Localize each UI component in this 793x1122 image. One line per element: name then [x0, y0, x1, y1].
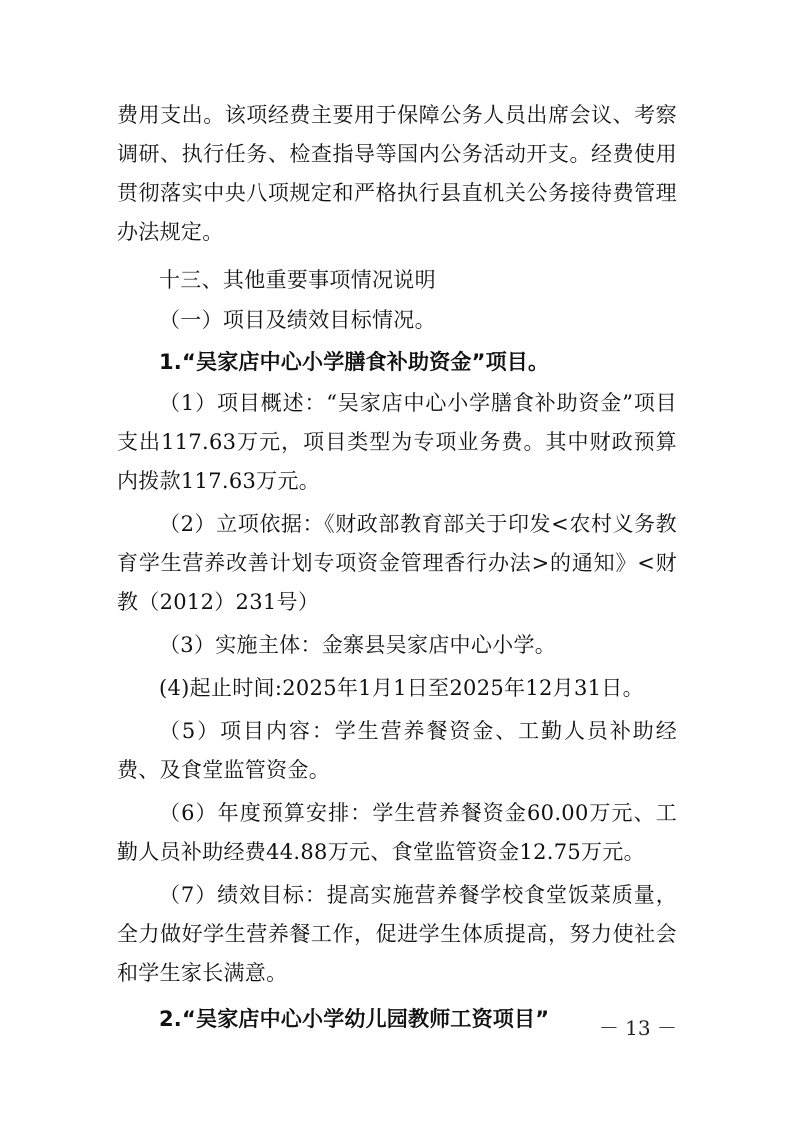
item-1-content: （5）项目内容：学生营养餐资金、工勤人员补助经费、及食堂监管资金。 [117, 719, 677, 782]
paragraph-expense-description: 费用支出。该项经费主要用于保障公务人员出席会议、考察调研、执行任务、检查指导等国内公务活动开支。经费使用贯彻落实中央八项规定和严格执行县直机关公务接待费管理办法规定。 [117, 103, 677, 244]
item-1-budget: （6）年度预算安排：学生营养餐资金60.00万元、工勤人员补助经费44.88万元、食堂监管资金12.75万元。 [117, 801, 677, 864]
item-1-basis: （2）立项依据：《财政部教育部关于印发<农村义务教育学生营养改善计划专项资金管理香行办法>的通知》<财教（2012）231号） [117, 512, 677, 614]
subsection-heading-1: （一）项目及绩效目标情况。 [159, 308, 436, 332]
item-1-period: (4)起止时间:2025年1月1日至2025年12月31日。 [159, 676, 644, 700]
section-heading-13: 十三、其他重要事项情况说明 [159, 268, 436, 292]
item-1-implementer: （3）实施主体：金寨县吴家店中心小学。 [159, 633, 557, 657]
item-1-title: 1.“吴家店中心小学膳食补助资金”项目。 [159, 350, 550, 374]
item-2-title: 2.“吴家店中心小学幼儿园教师工资项目” [159, 1007, 550, 1031]
document-body [117, 96, 677, 1041]
page-number: － 13 － [598, 1016, 677, 1040]
item-1-overview: （1）项目概述：“吴家店中心小学膳食补助资金”项目支出117.63万元，项目类型为专项业务费。其中财政预算内拨款117.63万元。 [117, 391, 677, 493]
item-1-goals: （7）绩效目标：提高实施营养餐学校食堂饭菜质量，全力做好学生营养餐工作，促进学生体质提高，努力使社会和学生家长满意。 [117, 883, 677, 985]
